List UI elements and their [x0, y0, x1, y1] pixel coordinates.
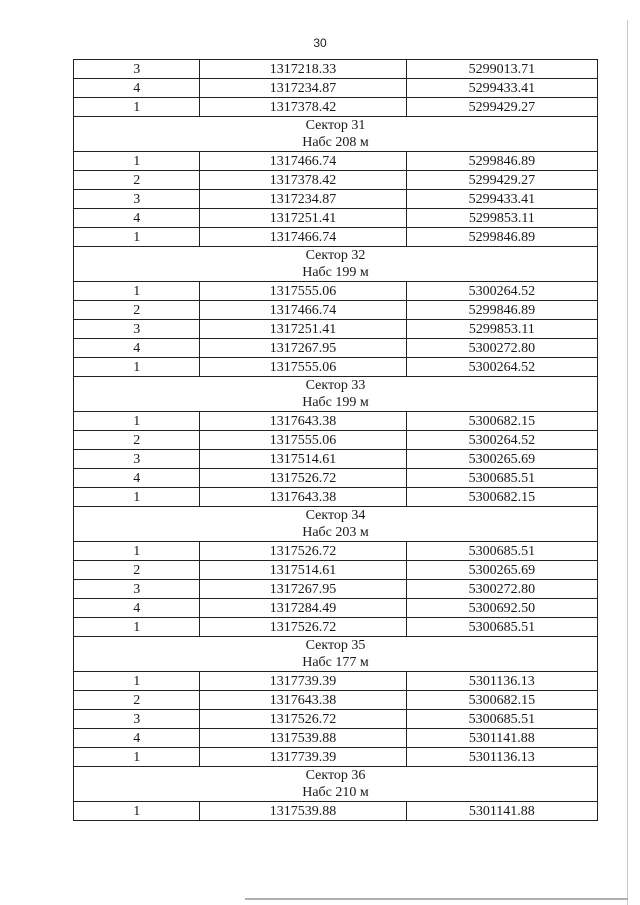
table-row — [74, 802, 598, 821]
point-number-cell: 1 — [74, 618, 200, 637]
point-number-cell: 1 — [74, 488, 200, 507]
x-coordinate-cell: 1317514.61 — [200, 561, 406, 580]
point-number-cell: 1 — [74, 358, 200, 377]
table-row — [74, 691, 598, 710]
x-coordinate-cell: 1317466.74 — [200, 228, 406, 247]
point-number-cell: 1 — [74, 228, 200, 247]
x-coordinate-cell: 1317251.41 — [200, 320, 406, 339]
table-row — [74, 469, 598, 488]
sector-absolute-height: Набс 199 м — [302, 265, 369, 280]
point-number-cell: 1 — [74, 748, 200, 767]
point-number-cell: 4 — [74, 209, 200, 228]
sector-title: Сектор 31 — [305, 118, 366, 133]
point-number-cell: 1 — [74, 802, 200, 821]
point-number-cell: 1 — [74, 542, 200, 561]
x-coordinate-cell: 1317739.39 — [200, 672, 406, 691]
table-row — [74, 431, 598, 450]
x-coordinate-cell: 1317466.74 — [200, 301, 406, 320]
y-coordinate-cell: 5300685.51 — [406, 710, 597, 729]
table-row — [74, 450, 598, 469]
sector-absolute-height: Набс 203 м — [302, 525, 369, 540]
sector-header — [74, 767, 598, 802]
y-coordinate-cell: 5300265.69 — [406, 561, 597, 580]
point-number-cell: 2 — [74, 691, 200, 710]
x-coordinate-cell: 1317555.06 — [200, 282, 406, 301]
scan-edge-bottom — [245, 898, 628, 900]
y-coordinate-cell: 5301141.88 — [406, 729, 597, 748]
y-coordinate-cell: 5300264.52 — [406, 282, 597, 301]
sector-header-row — [74, 117, 598, 152]
table-row — [74, 488, 598, 507]
y-coordinate-cell: 5299013.71 — [406, 60, 597, 79]
y-coordinate-cell: 5300685.51 — [406, 469, 597, 488]
x-coordinate-cell: 1317267.95 — [200, 580, 406, 599]
x-coordinate-cell: 1317234.87 — [200, 79, 406, 98]
y-coordinate-cell: 5301141.88 — [406, 802, 597, 821]
table-row — [74, 98, 598, 117]
sector-header — [74, 247, 598, 282]
table-row — [74, 542, 598, 561]
sector-absolute-height: Набс 177 м — [302, 655, 369, 670]
y-coordinate-cell: 5299433.41 — [406, 79, 597, 98]
table-row — [74, 672, 598, 691]
table-row — [74, 171, 598, 190]
point-number-cell: 4 — [74, 599, 200, 618]
y-coordinate-cell: 5299433.41 — [406, 190, 597, 209]
x-coordinate-cell: 1317526.72 — [200, 542, 406, 561]
table-row — [74, 79, 598, 98]
sector-header-row — [74, 507, 598, 542]
sector-header-row — [74, 377, 598, 412]
scan-edge-shadow — [627, 20, 628, 905]
table-row — [74, 729, 598, 748]
sector-header-row — [74, 637, 598, 672]
y-coordinate-cell: 5300685.51 — [406, 542, 597, 561]
sector-header-row — [74, 767, 598, 802]
point-number-cell: 3 — [74, 710, 200, 729]
y-coordinate-cell: 5299846.89 — [406, 152, 597, 171]
x-coordinate-cell: 1317378.42 — [200, 171, 406, 190]
x-coordinate-cell: 1317739.39 — [200, 748, 406, 767]
sector-header — [74, 377, 598, 412]
coordinates-table-body — [74, 60, 598, 821]
y-coordinate-cell: 5300264.52 — [406, 358, 597, 377]
x-coordinate-cell: 1317539.88 — [200, 802, 406, 821]
point-number-cell: 2 — [74, 561, 200, 580]
table-row — [74, 320, 598, 339]
sector-header — [74, 507, 598, 542]
y-coordinate-cell: 5300682.15 — [406, 488, 597, 507]
point-number-cell: 1 — [74, 282, 200, 301]
point-number-cell: 2 — [74, 301, 200, 320]
y-coordinate-cell: 5300265.69 — [406, 450, 597, 469]
sector-absolute-height: Набс 199 м — [302, 395, 369, 410]
table-row — [74, 60, 598, 79]
y-coordinate-cell: 5299429.27 — [406, 171, 597, 190]
x-coordinate-cell: 1317218.33 — [200, 60, 406, 79]
point-number-cell: 1 — [74, 152, 200, 171]
x-coordinate-cell: 1317267.95 — [200, 339, 406, 358]
table-row — [74, 282, 598, 301]
x-coordinate-cell: 1317378.42 — [200, 98, 406, 117]
sector-absolute-height: Набс 208 м — [302, 135, 369, 150]
sector-header — [74, 637, 598, 672]
table-row — [74, 152, 598, 171]
y-coordinate-cell: 5301136.13 — [406, 748, 597, 767]
point-number-cell: 2 — [74, 171, 200, 190]
coordinates-table — [73, 59, 598, 821]
table-row — [74, 599, 598, 618]
y-coordinate-cell: 5299846.89 — [406, 301, 597, 320]
x-coordinate-cell: 1317251.41 — [200, 209, 406, 228]
x-coordinate-cell: 1317466.74 — [200, 152, 406, 171]
x-coordinate-cell: 1317234.87 — [200, 190, 406, 209]
x-coordinate-cell: 1317526.72 — [200, 618, 406, 637]
y-coordinate-cell: 5299429.27 — [406, 98, 597, 117]
sector-header-row — [74, 247, 598, 282]
x-coordinate-cell: 1317284.49 — [200, 599, 406, 618]
point-number-cell: 3 — [74, 580, 200, 599]
point-number-cell: 3 — [74, 320, 200, 339]
x-coordinate-cell: 1317526.72 — [200, 710, 406, 729]
x-coordinate-cell: 1317643.38 — [200, 488, 406, 507]
y-coordinate-cell: 5300685.51 — [406, 618, 597, 637]
x-coordinate-cell: 1317539.88 — [200, 729, 406, 748]
page-number: 30 — [313, 36, 327, 50]
table-row — [74, 618, 598, 637]
x-coordinate-cell: 1317514.61 — [200, 450, 406, 469]
table-row — [74, 301, 598, 320]
x-coordinate-cell: 1317526.72 — [200, 469, 406, 488]
x-coordinate-cell: 1317643.38 — [200, 412, 406, 431]
y-coordinate-cell: 5300264.52 — [406, 431, 597, 450]
point-number-cell: 4 — [74, 339, 200, 358]
point-number-cell: 4 — [74, 79, 200, 98]
point-number-cell: 1 — [74, 98, 200, 117]
point-number-cell: 2 — [74, 431, 200, 450]
point-number-cell: 4 — [74, 729, 200, 748]
point-number-cell: 3 — [74, 190, 200, 209]
table-row — [74, 710, 598, 729]
y-coordinate-cell: 5299846.89 — [406, 228, 597, 247]
table-row — [74, 228, 598, 247]
y-coordinate-cell: 5299853.11 — [406, 320, 597, 339]
x-coordinate-cell: 1317555.06 — [200, 431, 406, 450]
point-number-cell: 1 — [74, 412, 200, 431]
table-row — [74, 412, 598, 431]
sector-title: Сектор 32 — [305, 248, 366, 263]
y-coordinate-cell: 5300682.15 — [406, 412, 597, 431]
y-coordinate-cell: 5300692.50 — [406, 599, 597, 618]
y-coordinate-cell: 5301136.13 — [406, 672, 597, 691]
table-row — [74, 358, 598, 377]
table-row — [74, 209, 598, 228]
y-coordinate-cell: 5300272.80 — [406, 580, 597, 599]
point-number-cell: 3 — [74, 450, 200, 469]
y-coordinate-cell: 5300272.80 — [406, 339, 597, 358]
table-row — [74, 339, 598, 358]
y-coordinate-cell: 5300682.15 — [406, 691, 597, 710]
x-coordinate-cell: 1317643.38 — [200, 691, 406, 710]
sector-title: Сектор 34 — [305, 508, 366, 523]
y-coordinate-cell: 5299853.11 — [406, 209, 597, 228]
table-row — [74, 748, 598, 767]
x-coordinate-cell: 1317555.06 — [200, 358, 406, 377]
sector-title: Сектор 35 — [305, 638, 366, 653]
table-row — [74, 190, 598, 209]
point-number-cell: 1 — [74, 672, 200, 691]
sector-absolute-height: Набс 210 м — [302, 785, 369, 800]
sector-title: Сектор 33 — [305, 378, 366, 393]
sector-header — [74, 117, 598, 152]
sector-title: Сектор 36 — [305, 768, 366, 783]
point-number-cell: 3 — [74, 60, 200, 79]
point-number-cell: 4 — [74, 469, 200, 488]
table-row — [74, 561, 598, 580]
table-row — [74, 580, 598, 599]
